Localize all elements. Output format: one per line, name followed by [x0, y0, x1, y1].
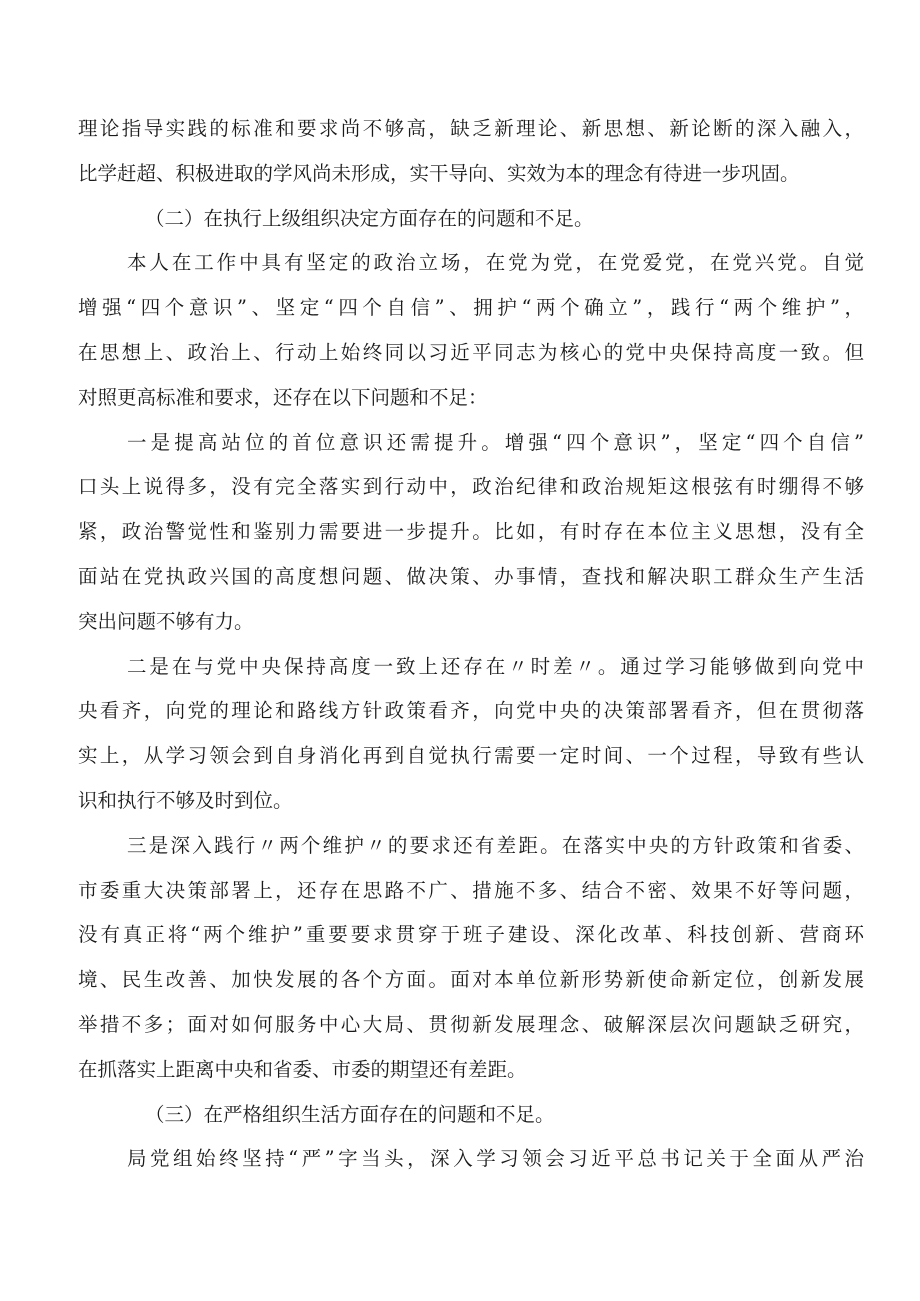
text-line: 没有真正将“两个维护”重要要求贯穿于班子建设、深化改革、科技创新、营商环	[78, 923, 864, 947]
section-heading-3	[78, 1093, 864, 1138]
text-line: 在思想上、政治上、行动上始终同以习近平同志为核心的党中央保持高度一致。但	[78, 340, 864, 364]
text-line: 央看齐，向党的理论和路线方针政策看齐，向党中央的决策部署看齐，但在贯彻落	[78, 699, 864, 723]
text-line: 比学赶超、积极进取的学风尚未形成，实干导向、实效为本的理念有待进一步巩固。	[78, 161, 800, 185]
text-line: 三是深入践行〃两个维护〃的要求还有差距。在落实中央的方针政策和省委、	[127, 833, 864, 857]
paragraph-body	[78, 824, 864, 1093]
paragraph-continuation	[78, 107, 864, 197]
text-line: 市委重大决策部署上，还存在思路不广、措施不多、结合不密、效果不好等问题，	[78, 878, 864, 902]
text-line: 对照更高标准和要求，还存在以下问题和不足：	[78, 385, 488, 409]
text-line: 紧，政治警觉性和鉴别力需要进一步提升。比如，有时存在本位主义思想，没有全	[78, 520, 864, 544]
text-line: 口头上说得多，没有完全落实到行动中，政治纪律和政治规矩这根弦有时绷得不够	[78, 475, 864, 499]
paragraph-body	[78, 1137, 864, 1182]
text-line: 面站在党执政兴国的高度想问题、做决策、办事情，查找和解决职工群众生产生活	[78, 564, 864, 588]
text-line: 一是提高站位的首位意识还需提升。增强“四个意识”，坚定“四个自信”	[127, 430, 864, 454]
paragraph-body	[78, 645, 864, 824]
text-line: 境、民生改善、加快发展的各个方面。面对本单位新形势新使命新定位，创新发展	[78, 968, 864, 992]
heading-text: （三）在严格组织生活方面存在的问题和不足。	[145, 1102, 555, 1126]
text-line: 突出问题不够有力。	[78, 609, 254, 633]
text-line: 理论指导实践的标准和要求尚不够高，缺乏新理论、新思想、新论断的深入融入，	[78, 117, 864, 140]
text-line: 本人在工作中具有坚定的政治立场，在党为党，在党爱党，在党兴党。自觉	[127, 251, 864, 275]
paragraph-body	[78, 241, 864, 420]
text-line: 实上，从学习领会到自身消化再到自觉执行需要一定时间、一个过程，导致有些认	[78, 744, 864, 768]
text-line: 增强“四个意识”、坚定“四个自信”、拥护“两个确立”，践行“两个维护”，	[78, 296, 864, 320]
section-heading-2	[78, 197, 864, 242]
heading-text: （二）在执行上级组织决定方面存在的问题和不足。	[145, 206, 594, 230]
text-line: 二是在与党中央保持高度一致上还存在〃时差〃。通过学习能够做到向党中	[127, 654, 864, 678]
text-line: 局党组始终坚持“严”字当头，深入学习领会习近平总书记关于全面从严治	[127, 1147, 864, 1171]
text-line: 识和执行不够及时到位。	[78, 788, 293, 812]
paragraph-body	[78, 421, 864, 645]
text-line: 在抓落实上距离中央和省委、市委的期望还有差距。	[78, 1057, 527, 1081]
document-page	[78, 107, 864, 1182]
text-line: 举措不多；面对如何服务中心大局、贯彻新发展理念、破解深层次问题缺乏研究，	[78, 1012, 864, 1036]
